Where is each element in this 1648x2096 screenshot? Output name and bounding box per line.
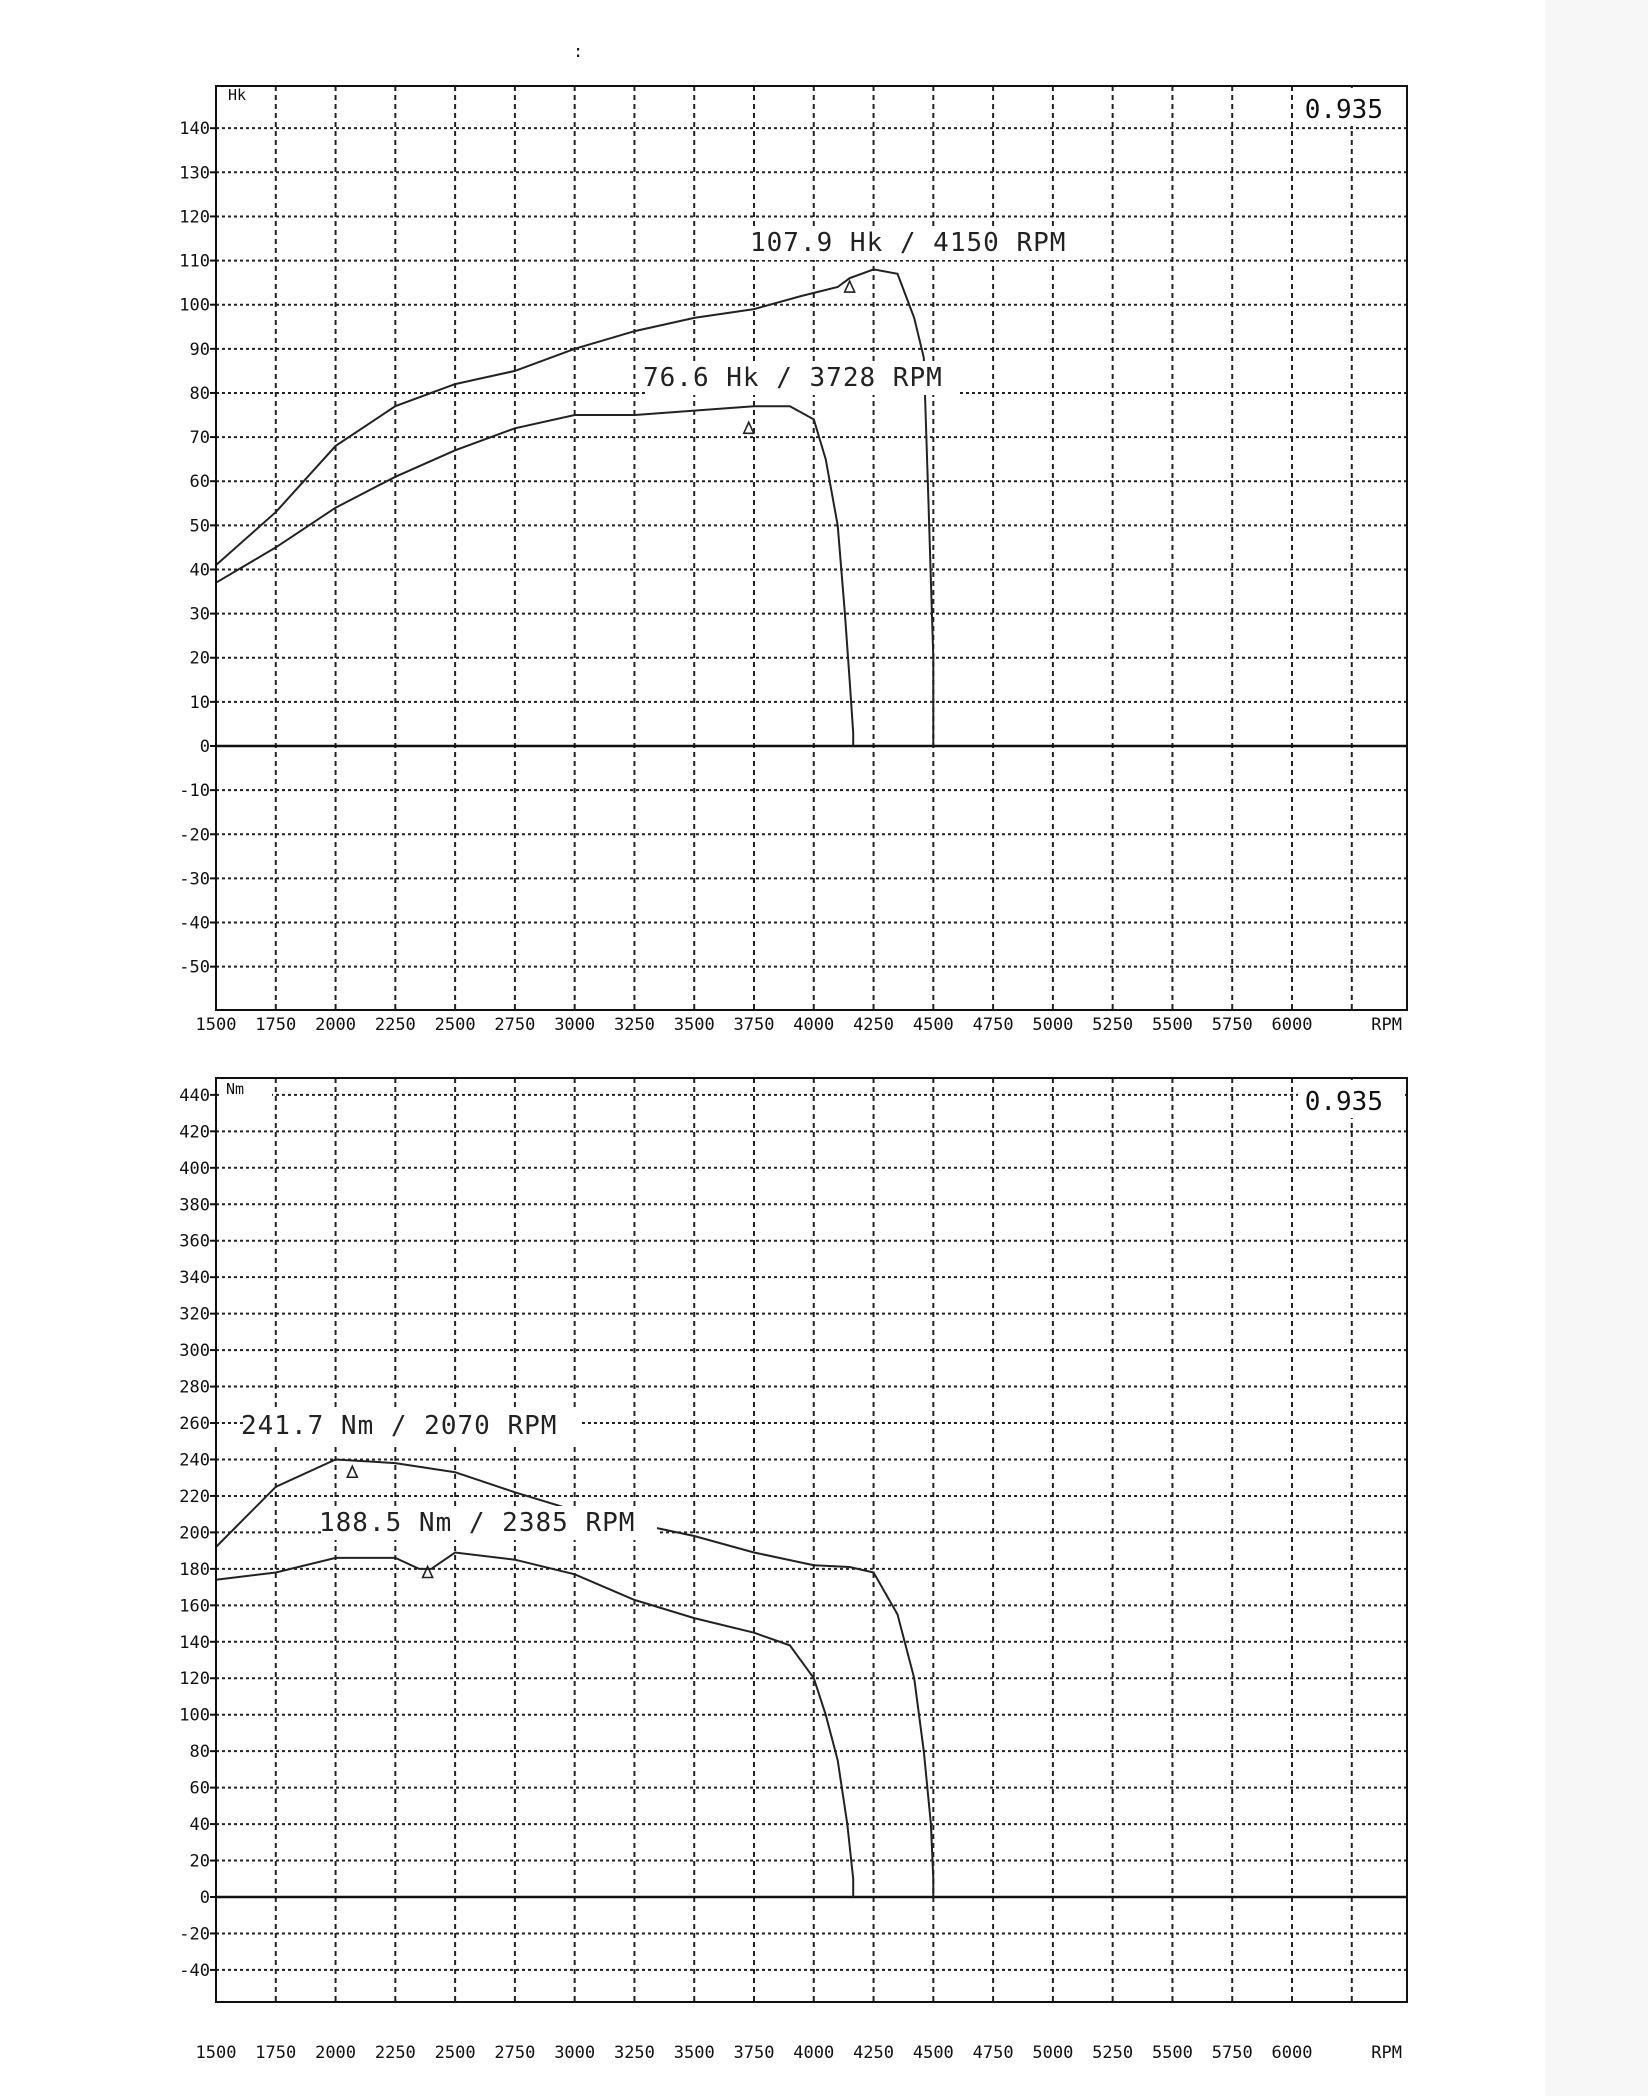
torque-x-tick-2750: 2750	[494, 2043, 536, 2063]
torque-peak-marker-0	[347, 1466, 357, 1477]
torque-y-tick-100: 100	[179, 1705, 210, 1726]
power-x-tick-3250: 3250	[613, 1015, 655, 1035]
torque-y-tick-240: 240	[179, 1450, 210, 1471]
torque-y-tick-20: 20	[189, 1851, 210, 1872]
torque-series-1	[216, 1553, 853, 1898]
power-peak-marker-1	[744, 422, 754, 433]
torque-y-tick-200: 200	[179, 1523, 210, 1544]
torque-x-tick-2250: 2250	[374, 2043, 416, 2063]
torque-x-tick-5250: 5250	[1092, 2043, 1134, 2063]
torque-y-tick-340: 340	[179, 1268, 210, 1289]
power-x-tick-4250: 4250	[853, 1015, 895, 1035]
torque-y-tick--40: -40	[179, 1960, 210, 1981]
torque-y-tick-420: 420	[179, 1122, 210, 1143]
torque-y-tick-280: 280	[179, 1377, 210, 1398]
scan-speck: :	[573, 42, 584, 62]
power-y-tick-90: 90	[189, 339, 210, 360]
torque-y-tick-80: 80	[189, 1742, 210, 1763]
torque-x-tick-5000: 5000	[1032, 2043, 1074, 2063]
power-x-tick-1750: 1750	[255, 1015, 297, 1035]
torque-x-tick-3500: 3500	[673, 2043, 715, 2063]
torque-y-tick-380: 380	[179, 1195, 210, 1216]
torque-y-tick-300: 300	[179, 1341, 210, 1362]
torque-y-tick-60: 60	[189, 1778, 210, 1799]
power-x-tick-3750: 3750	[733, 1015, 775, 1035]
power-y-tick-130: 130	[179, 163, 210, 184]
torque-correction-factor: 0.935	[1304, 1087, 1383, 1117]
torque-unit-label: Nm	[226, 1080, 245, 1098]
torque-x-tick-1500: 1500	[195, 2043, 237, 2063]
torque-chart	[179, 1078, 1407, 2063]
torque-y-tick-320: 320	[179, 1304, 210, 1325]
power-x-tick-5750: 5750	[1211, 1015, 1253, 1035]
torque-x-tick-2000: 2000	[315, 2043, 357, 2063]
power-x-tick-2000: 2000	[315, 1015, 357, 1035]
power-x-tick-5250: 5250	[1092, 1015, 1134, 1035]
torque-x-tick-5500: 5500	[1151, 2043, 1193, 2063]
power-y-tick-70: 70	[189, 428, 210, 449]
power-y-tick-100: 100	[179, 295, 210, 316]
power-y-tick-10: 10	[189, 692, 210, 713]
torque-y-tick-360: 360	[179, 1231, 210, 1252]
power-x-tick-3000: 3000	[554, 1015, 596, 1035]
torque-x-tick-3000: 3000	[554, 2043, 596, 2063]
power-x-tick-2250: 2250	[374, 1015, 416, 1035]
torque-y-tick-140: 140	[179, 1632, 210, 1653]
power-correction-factor: 0.935	[1304, 95, 1383, 125]
torque-x-tick-2500: 2500	[434, 2043, 476, 2063]
power-x-tick-4500: 4500	[912, 1015, 954, 1035]
torque-peak-label-0: 241.7 Nm / 2070 RPM	[241, 1411, 558, 1441]
power-x-tick-3500: 3500	[673, 1015, 715, 1035]
power-y-tick--40: -40	[179, 913, 210, 934]
torque-y-tick--20: -20	[179, 1924, 210, 1945]
power-peak-label-1: 76.6 Hk / 3728 RPM	[643, 363, 943, 393]
power-x-tick-4000: 4000	[793, 1015, 835, 1035]
power-y-tick-0: 0	[199, 737, 210, 757]
torque-y-tick-400: 400	[179, 1158, 210, 1179]
power-x-axis-label: RPM	[1371, 1015, 1402, 1035]
power-x-tick-4750: 4750	[972, 1015, 1014, 1035]
torque-x-tick-4000: 4000	[793, 2043, 835, 2063]
power-x-tick-2750: 2750	[494, 1015, 536, 1035]
torque-x-tick-4750: 4750	[972, 2043, 1014, 2063]
power-y-tick--10: -10	[179, 781, 210, 802]
power-x-tick-5500: 5500	[1151, 1015, 1193, 1035]
torque-y-tick-0: 0	[199, 1888, 210, 1908]
power-y-tick-140: 140	[179, 119, 210, 140]
power-x-tick-2500: 2500	[434, 1015, 476, 1035]
torque-x-tick-4250: 4250	[853, 2043, 895, 2063]
torque-x-tick-6000: 6000	[1271, 2043, 1313, 2063]
torque-x-tick-3250: 3250	[613, 2043, 655, 2063]
power-peak-marker-0	[845, 281, 855, 292]
torque-y-tick-440: 440	[179, 1085, 210, 1106]
torque-x-tick-1750: 1750	[255, 2043, 297, 2063]
power-y-tick-120: 120	[179, 207, 210, 228]
torque-y-tick-260: 260	[179, 1414, 210, 1435]
torque-y-tick-120: 120	[179, 1669, 210, 1690]
power-series-1	[216, 406, 853, 746]
power-x-tick-5000: 5000	[1032, 1015, 1074, 1035]
torque-x-axis-label: RPM	[1371, 2043, 1402, 2063]
power-y-tick-30: 30	[189, 604, 210, 625]
power-y-tick-110: 110	[179, 251, 210, 272]
power-chart	[179, 86, 1407, 1035]
power-y-tick--30: -30	[179, 869, 210, 890]
power-y-tick-20: 20	[189, 648, 210, 669]
power-y-tick-50: 50	[189, 516, 210, 537]
torque-y-tick-40: 40	[189, 1815, 210, 1836]
power-y-tick-80: 80	[189, 383, 210, 404]
power-y-tick-40: 40	[189, 560, 210, 581]
power-y-tick-60: 60	[189, 472, 210, 493]
power-peak-label-0: 107.9 Hk / 4150 RPM	[750, 228, 1067, 258]
torque-x-tick-5750: 5750	[1211, 2043, 1253, 2063]
torque-y-tick-220: 220	[179, 1486, 210, 1507]
torque-x-tick-4500: 4500	[912, 2043, 954, 2063]
power-x-tick-1500: 1500	[195, 1015, 237, 1035]
power-y-tick--50: -50	[179, 957, 210, 978]
torque-y-tick-180: 180	[179, 1559, 210, 1580]
torque-x-tick-3750: 3750	[733, 2043, 775, 2063]
torque-y-tick-160: 160	[179, 1596, 210, 1617]
torque-peak-label-1: 188.5 Nm / 2385 RPM	[319, 1508, 636, 1538]
power-unit-label: Hk	[228, 86, 247, 104]
power-x-tick-6000: 6000	[1271, 1015, 1313, 1035]
power-y-tick--20: -20	[179, 825, 210, 846]
